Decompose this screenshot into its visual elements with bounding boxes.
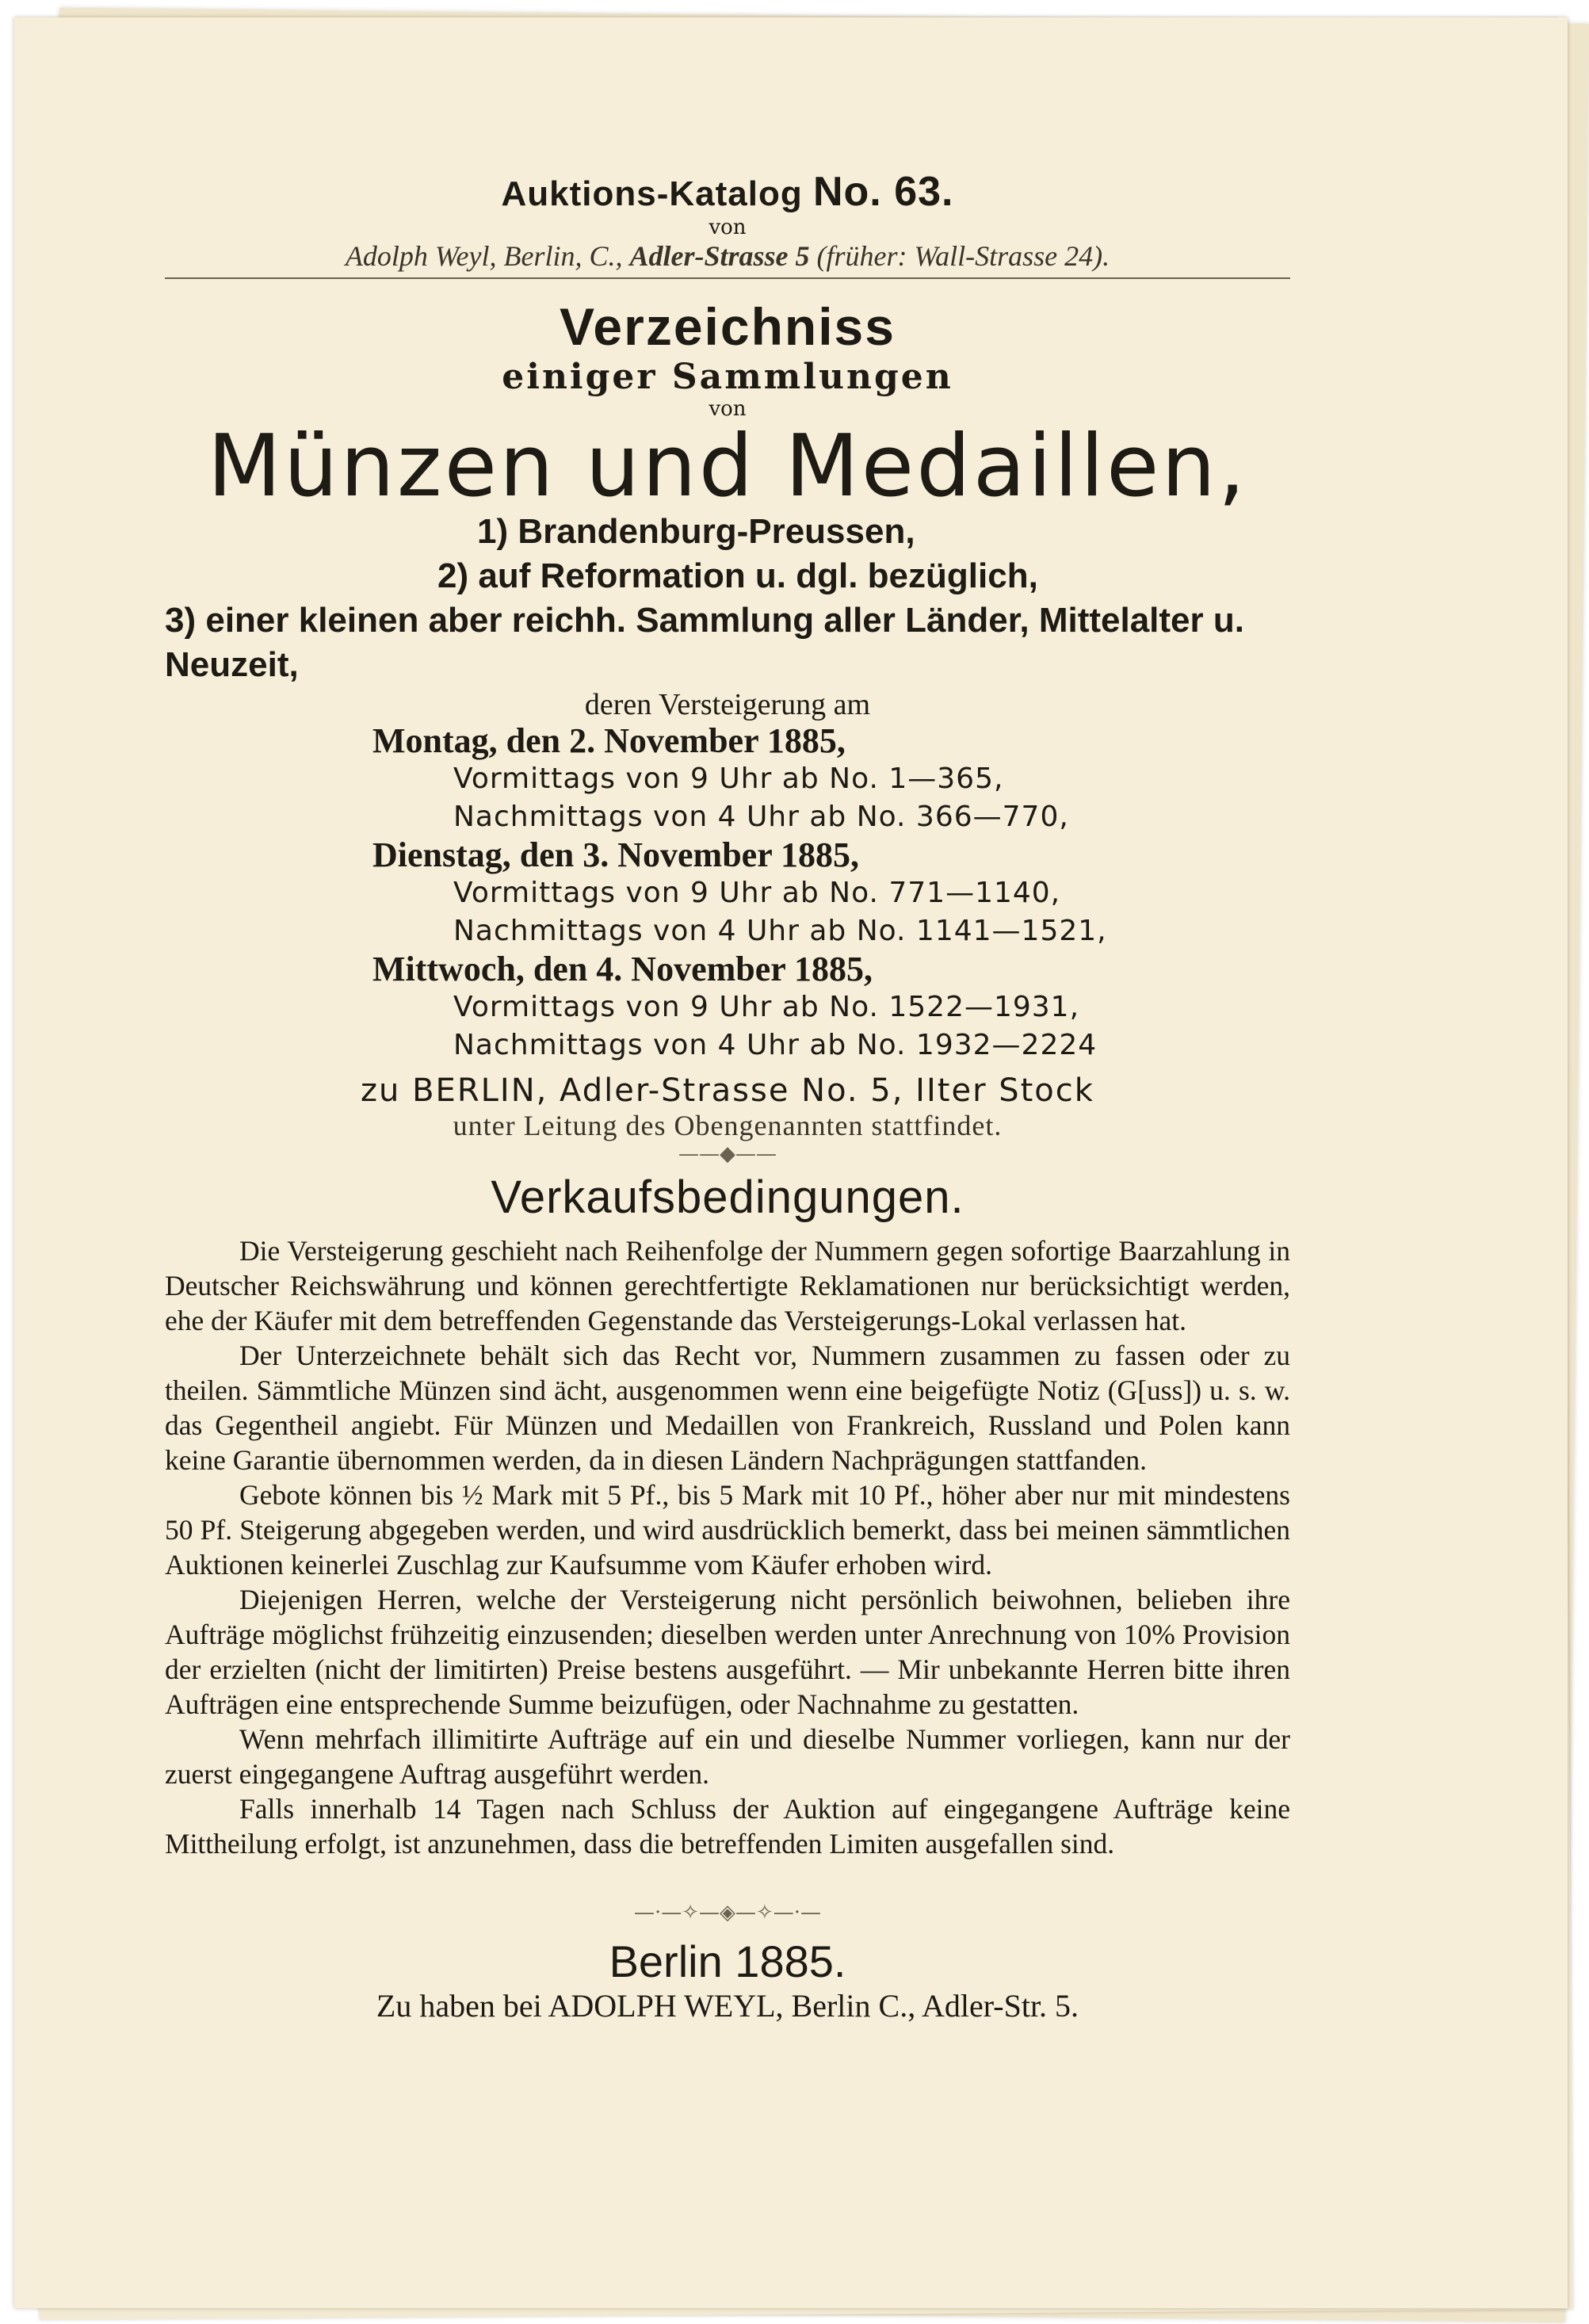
zu-haben-line: Zu haben bei ADOLPH WEYL, Berlin C., Adler-Str. 5. [376, 1988, 1079, 2024]
title-einiger-sammlungen: einiger Sammlungen [502, 357, 953, 397]
schedule-day: Mittwoch, den 4. November 1885, [372, 950, 873, 988]
title-muenzen-medaillen: Münzen und Medaillen, [207, 417, 1248, 516]
address-street: Adler-Strasse 5 [629, 240, 810, 272]
address-prefix: Adolph Weyl, Berlin, C., [345, 240, 623, 272]
conditions-paragraph: Der Unterzeichnete behält sich das Recht vor, Nummern zusammen zu fassen oder zu theilen. Sämmtliche Münzen sind ächt, ausgenommen wenn eine beigefügte Notiz (G[uss]) u. s. w. das Gegentheil angiebt. Für Münzen und Medaillen von Frankreich, Russland und Polen kann keine Garantie übernommen werden, da in diesen Ländern Nachprägungen stattfanden. [165, 1340, 1290, 1476]
leitung-line: unter Leitung des Obengenannten stattfindet. [453, 1110, 1003, 1141]
conditions-paragraph: Falls innerhalb 14 Tagen nach Schluss der Auktion auf eingegangene Aufträge keine Mittheilung erfolgt, ist anzunehmen, dass die betreffenden Limiten ausgefallen sind. [165, 1793, 1290, 1860]
collection-item: 1) Brandenburg-Preussen, [477, 512, 915, 551]
auction-location: zu BERLIN, Adler-Strasse No. 5, IIter Stock [361, 1072, 1094, 1109]
title-verzeichniss: Verzeichniss [560, 297, 896, 356]
page-content [165, 168, 1290, 2024]
header-von: von [709, 216, 747, 239]
conditions-paragraph: Gebote können bis ½ Mark mit 5 Pf., bis 5 Mark mit 10 Pf., höher aber nur mit mindestens 50 Pf. Steigerung abgegeben werden, und wird ausdrücklich bemerkt, dass bei meinen sämmtlichen Auktionen keinerlei Zuschlag zur Kaufsumme vom Käufer erhoben wird. [165, 1479, 1290, 1581]
title-von: von [709, 397, 747, 421]
schedule-day: Montag, den 2. November 1885, [372, 721, 846, 760]
schedule-slot: Nachmittags von 4 Uhr ab No. 1141—1521, [453, 915, 1107, 947]
schedule-slot: Vormittags von 9 Uhr ab No. 771—1140, [453, 877, 1061, 909]
schedule-slot: Vormittags von 9 Uhr ab No. 1522—1931, [453, 991, 1080, 1023]
catalog-number: No. 63. [812, 169, 954, 215]
catalog-title: Auktions-Katalog [501, 174, 803, 213]
publisher-address [165, 239, 1290, 273]
ornament-divider: ——◆—— [678, 1142, 777, 1166]
collection-item: 2) auf Reformation u. dgl. bezüglich, [437, 556, 1038, 595]
conditions-text [165, 1233, 1290, 1861]
conditions-paragraph: Die Versteigerung geschieht nach Reihenfolge der Nummern gegen sofortige Baarzahlung in Deutscher Reichswährung und können gerechtfertigte Reklamationen nur berücksichtigt werden, ehe der Käufer mit dem betreffenden Gegenstande das Versteigerungs-Lokal verlassen hat. [165, 1235, 1290, 1336]
catalog-page [14, 17, 1568, 2308]
header-rule [165, 277, 1290, 279]
place-year: Berlin 1885. [609, 1936, 846, 1986]
deren-versteigerung: deren Versteigerung am [584, 688, 871, 721]
schedule-slot: Nachmittags von 4 Uhr ab No. 366—770, [453, 801, 1069, 833]
conditions-paragraph: Diejenigen Herren, welche der Versteigerung nicht persönlich beiwohnen, belieben ihre Aufträge möglichst frühzeitig einzusenden; dieselben werden unter Anrechnung von 10% Provision der erzielten (nicht der limitirten) Preise bestens ausgeführt. — Mir unbekannte Herren bitte ihren Aufträgen eine entsprechende Summe beizufügen, oder Nachnahme zu gestatten. [165, 1584, 1290, 1720]
schedule-slot: Nachmittags von 4 Uhr ab No. 1932—2224 [453, 1029, 1098, 1061]
schedule-slot: Vormittags von 9 Uhr ab No. 1—365, [453, 763, 1004, 795]
catalog-title-line [165, 168, 1290, 216]
conditions-heading: Verkaufsbedingungen. [491, 1172, 964, 1223]
auction-schedule [165, 722, 1290, 1065]
collection-item: 3) einer kleinen aber reichh. Sammlung aller Länder, Mittelalter u. Neuzeit, [165, 601, 1244, 684]
address-suffix: (früher: Wall-Strasse 24). [816, 240, 1110, 272]
collections-list [165, 510, 1290, 687]
schedule-day: Dienstag, den 3. November 1885, [372, 835, 859, 874]
ornament-divider-footer: —·—✧—◈—✧—·— [633, 1901, 822, 1925]
conditions-paragraph: Wenn mehrfach illimitirte Aufträge auf ein und dieselbe Nummer vorliegen, kann nur der zuerst eingegangene Auftrag ausgeführt werden. [165, 1723, 1290, 1790]
